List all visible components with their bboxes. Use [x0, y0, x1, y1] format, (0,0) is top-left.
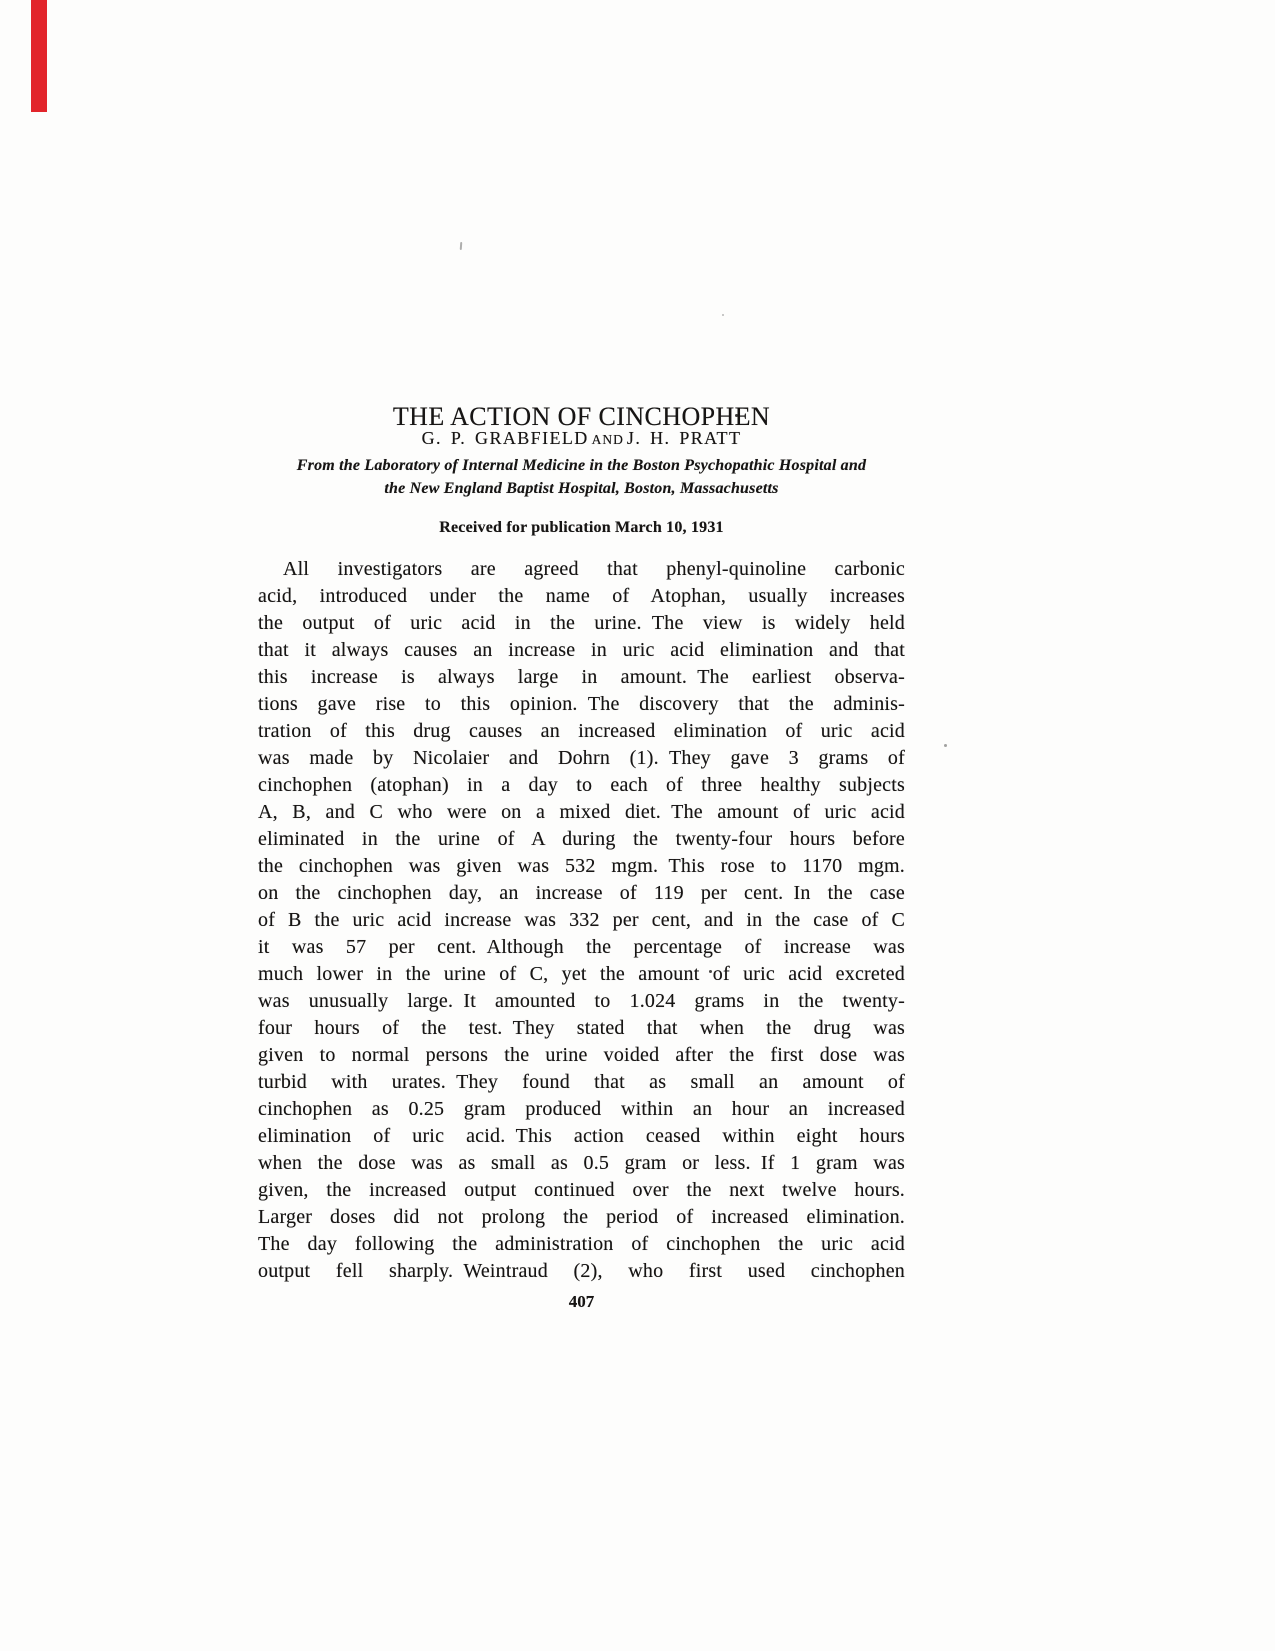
- red-scan-bookmark-mark: [31, 0, 47, 112]
- body-line: four hours of the test. They stated that when the drug was: [258, 1017, 905, 1039]
- scan-speck: [944, 744, 947, 747]
- body-line: was unusually large. It amounted to 1.024 grams in the twenty-: [258, 990, 905, 1012]
- body-line: when the dose was as small as 0.5 gram or less. If 1 gram was: [258, 1152, 905, 1174]
- body-line: the output of uric acid in the urine. The view is widely held: [258, 612, 905, 634]
- body-line: output fell sharply. Weintraud (2), who first used cinchophen: [258, 1260, 905, 1282]
- body-line: elimination of uric acid. This action ceased within eight hours: [258, 1125, 905, 1147]
- body-line: given to normal persons the urine voided after the first dose was: [258, 1044, 905, 1066]
- body-line: given, the increased output continued over the next twelve hours.: [258, 1179, 905, 1201]
- authors-conjunction: AND: [591, 432, 624, 447]
- article-authors: [258, 427, 905, 451]
- body-line: Larger doses did not prolong the period of increased elimination.: [258, 1206, 905, 1228]
- body-line: the cinchophen was given was 532 mgm. This rose to 1170 mgm.: [258, 855, 905, 877]
- scan-speck: [722, 314, 724, 316]
- body-line: this increase is always large in amount. The earliest observa-: [258, 666, 905, 688]
- body-line: The day following the administration of cinchophen the uric acid: [258, 1233, 905, 1255]
- article-title: THE ACTION OF CINCHOPHEN: [392, 402, 771, 432]
- body-line: All investigators are agreed that phenyl-quinoline carbonic: [283, 558, 905, 580]
- body-line: on the cinchophen day, an increase of 119 per cent. In the case: [258, 882, 905, 904]
- author-name-first: G. P. GRABFIELD: [421, 428, 589, 448]
- body-line: A, B, and C who were on a mixed diet. The amount of uric acid: [258, 801, 905, 823]
- body-line: turbid with urates. They found that as small an amount of: [258, 1071, 905, 1093]
- body-line: eliminated in the urine of A during the twenty-four hours before: [258, 828, 905, 850]
- body-line: cinchophen (atophan) in a day to each of three healthy subjects: [258, 774, 905, 796]
- affiliation: [258, 454, 905, 500]
- body-line: much lower in the urine of C, yet the amount of uric acid excreted: [258, 963, 905, 985]
- author-name-second: J. H. PRATT: [626, 428, 742, 448]
- scan-speck: [460, 242, 463, 250]
- body-line: tration of this drug causes an increased elimination of uric acid: [258, 720, 905, 742]
- body-line: of B the uric acid increase was 332 per cent, and in the case of C: [258, 909, 905, 931]
- body-line: cinchophen as 0.25 gram produced within an hour an increased: [258, 1098, 905, 1120]
- body-line: was made by Nicolaier and Dohrn (1). They gave 3 grams of: [258, 747, 905, 769]
- body-line: tions gave rise to this opinion. The discovery that the adminis-: [258, 693, 905, 715]
- body-line: acid, introduced under the name of Atophan, usually increases: [258, 585, 905, 607]
- affiliation-line: the New England Baptist Hospital, Boston, Massachusetts: [384, 480, 779, 497]
- body-line: it was 57 per cent. Although the percentage of increase was: [258, 936, 905, 958]
- body-line: that it always causes an increase in uric acid elimination and that: [258, 639, 905, 661]
- page-number: 407: [568, 1292, 595, 1311]
- affiliation-line: From the Laboratory of Internal Medicine in the Boston Psychopathic Hospital and: [296, 457, 867, 474]
- received-note: Received for publication March 10, 1931: [439, 519, 724, 536]
- body-paragraph: [258, 556, 905, 1285]
